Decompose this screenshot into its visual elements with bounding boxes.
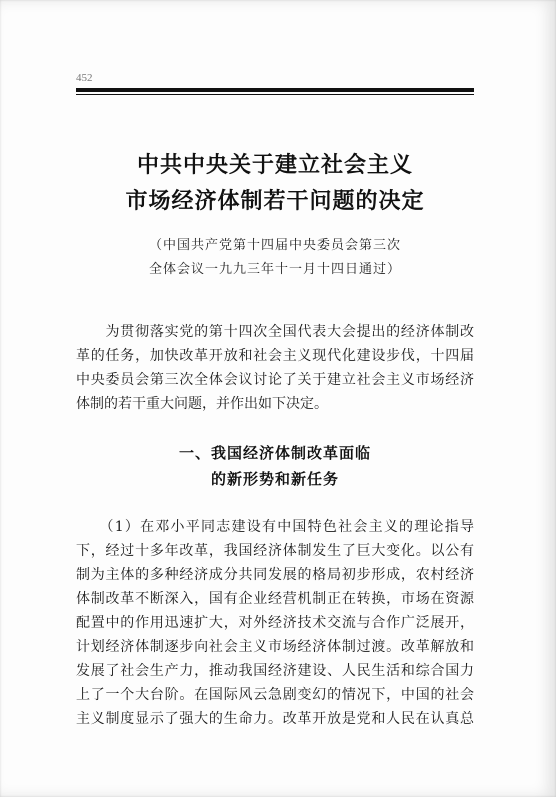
document-title-line-2: 市场经济体制若干问题的决定 — [125, 189, 425, 214]
header-rule-thick — [76, 88, 474, 92]
body-line: 制为主体的多种经济成分共同发展的格局初步形成，农村经济 — [76, 567, 474, 583]
section-heading-line-1: 一、我国经济体制改革面临 — [178, 444, 371, 462]
header-rule-thin — [76, 94, 474, 95]
intro-line: 为贯彻落实党的第十四次全国代表大会提出的经济体制改 — [76, 324, 474, 340]
body-line: （1）在邓小平同志建设有中国特色社会主义的理论指导 — [76, 519, 474, 535]
document-title-line-1: 中共中央关于建立社会主义 — [136, 153, 413, 178]
body-line: 计划经济体制逐步向社会主义市场经济体制过渡。改革解放和 — [76, 639, 474, 655]
document-subtitle-line-1: （中国共产党第十四届中央委员会第三次 — [148, 238, 401, 253]
intro-line: 体制的若干重大问题，并作出如下决定。 — [76, 396, 328, 412]
body-line: 体制改革不断深入，国有企业经营机制正在转换，市场在资源 — [76, 591, 474, 607]
body-line: 主义制度显示了强大的生命力。改革开放是党和人民在认真总 — [76, 711, 474, 727]
body-line: 配置中的作用迅速扩大，对外经济技术交流与合作广泛展开， — [76, 615, 474, 631]
body-line: 上了一个大台阶。在国际风云急剧变幻的情况下，中国的社会 — [76, 687, 474, 703]
intro-line: 革的任务，加快改革开放和社会主义现代化建设步伐，十四届 — [76, 348, 474, 364]
body-paragraph — [76, 515, 474, 731]
document-subtitle-line-2: 全体会议一九九三年十一月十四日通过） — [148, 262, 401, 277]
page-number: 452 — [76, 72, 93, 84]
body-line: 下，经过十多年改革，我国经济体制发生了巨大变化。以公有 — [76, 543, 474, 559]
body-line: 发展了社会生产力，推动我国经济建设、人民生活和综合国力 — [76, 663, 474, 679]
intro-line: 中央委员会第三次全体会议讨论了关于建立社会主义市场经济 — [76, 372, 474, 388]
intro-paragraph — [76, 320, 474, 416]
section-heading-line-2: 的新形势和新任务 — [210, 470, 339, 488]
